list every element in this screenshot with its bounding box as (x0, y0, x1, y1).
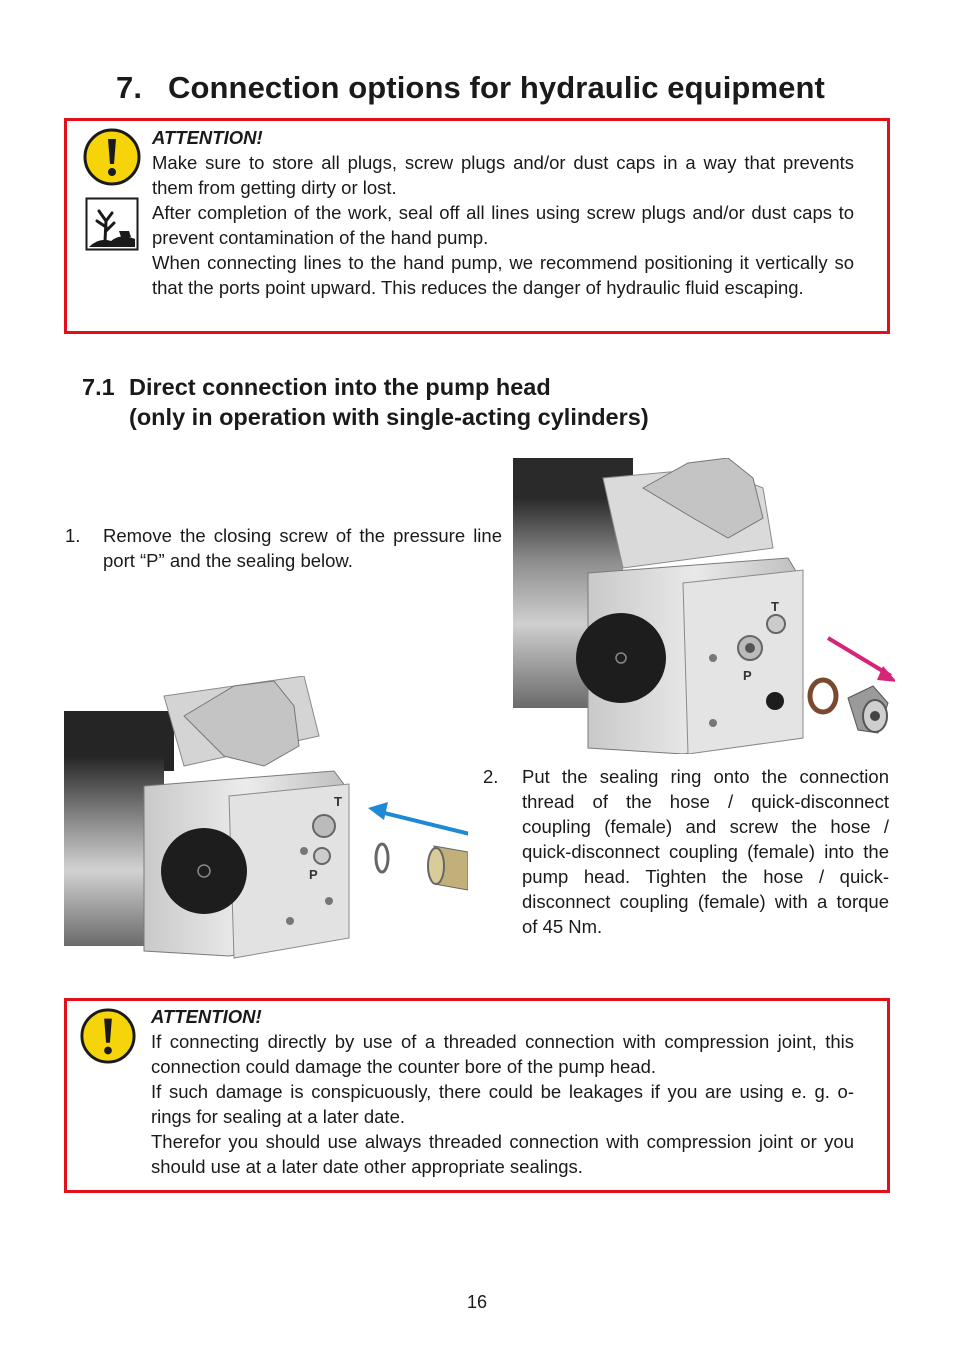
section-title (116, 70, 825, 106)
port-p-label: P (743, 668, 752, 683)
port-t-label: T (771, 599, 779, 614)
attention-paragraph: When connecting lines to the hand pump, we recommend positioning it vertically so that the ports point upward. This reduces the danger of hydraulic fluid escaping. (152, 252, 854, 298)
step-1 (65, 523, 502, 573)
step-number: 1. (65, 525, 81, 546)
environment-hazard-icon (85, 197, 139, 251)
attention-paragraph: Make sure to store all plugs, screw plugs and/or dust caps in a way that prevents them from getting dirty or lost. (152, 152, 854, 198)
port-t-label: T (334, 794, 342, 809)
attention-paragraph: If such damage is conspicuously, there could be leakages if you are using e. g. o-rings for sealing at a later date. (151, 1081, 854, 1127)
warning-exclamation-icon (83, 128, 141, 186)
attention-heading: ATTENTION! (151, 1006, 262, 1027)
attention-text-1 (152, 125, 854, 300)
port-p-label: P (309, 867, 318, 882)
page-number: 16 (466, 1292, 488, 1312)
section-title-text: Connection options for hydraulic equipment (168, 70, 825, 105)
warning-exclamation-icon (80, 1008, 136, 1064)
section-number: 7. (116, 70, 143, 105)
attention-heading: ATTENTION! (152, 127, 263, 148)
attention-text-2 (151, 1004, 854, 1179)
step-2 (483, 764, 889, 939)
attention-paragraph: After completion of the work, seal off all lines using screw plugs and/or dust caps to prevent contamination of the hand pump. (152, 202, 854, 248)
step-text: Remove the closing screw of the pressure line port “P” and the sealing below. (103, 525, 502, 571)
subsection-title-line1: Direct connection into the pump head (129, 374, 551, 400)
figure-insert-coupling (64, 676, 468, 960)
attention-paragraph: If connecting directly by use of a threaded connection with compression joint, this connection could damage the counter bore of the pump head. (151, 1031, 854, 1077)
attention-paragraph: Therefor you should use always threaded connection with compression joint or you should use at a later date other appropriate sealings. (151, 1131, 854, 1177)
subsection-number: 7.1 (82, 374, 115, 400)
step-text: Put the sealing ring onto the connection thread of the hose / quick-disconnect coupling (female) and screw the hose / quick-disconnect coupling (female) into the pump head. Tighten the hose / quick-disconnect coupling (female) with a torque of 45 Nm. (522, 766, 889, 937)
step-number: 2. (483, 766, 499, 787)
subsection-title-line2: (only in operation with single-acting cylinders) (129, 404, 649, 430)
figure-remove-closing-screw (513, 458, 895, 754)
subsection-heading (82, 372, 649, 432)
